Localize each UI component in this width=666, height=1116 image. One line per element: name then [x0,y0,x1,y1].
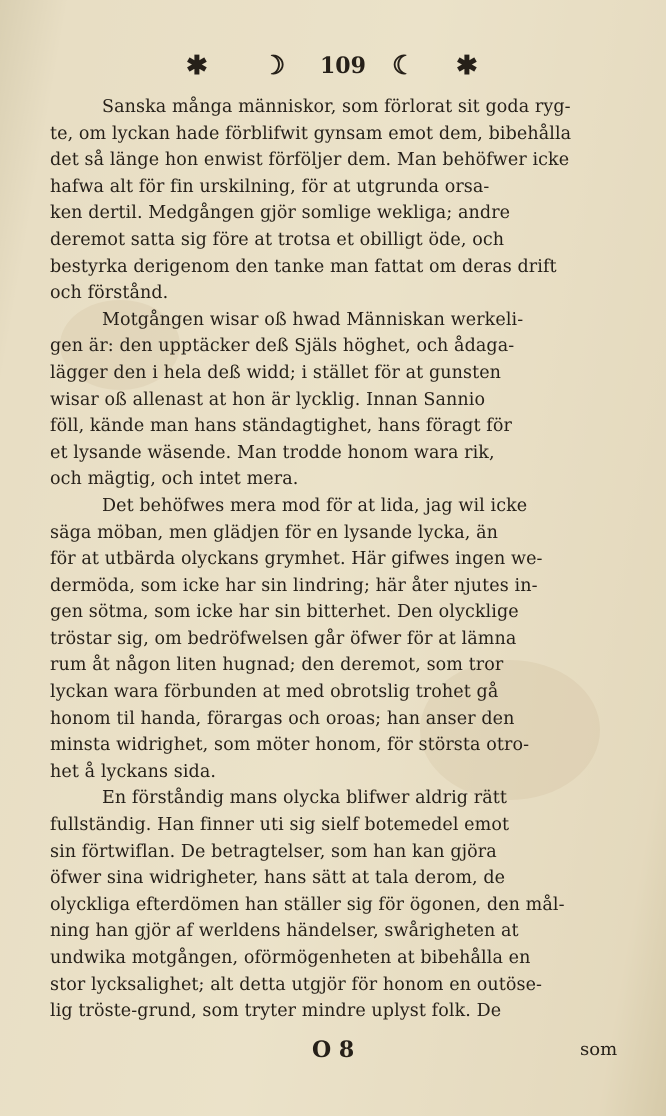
text-line: öfwer sina widrigheter, hans sätt at tala derom, de [50,868,506,889]
text-line: deremot satta sig före at trotsa et obilligt öde, och [50,229,505,250]
text-line: fullständig. Han finner uti sig sielf botemedel emot [50,815,510,836]
star-ornament-icon: ✱ [456,51,478,81]
catchword: som [580,1039,618,1060]
text-line: för at utbärda olyckans grymhet. Här gifwes ingen we- [50,549,543,570]
text-line: det så länge hon enwist förföljer dem. Man behöfwer icke [50,150,570,171]
page-header [0,46,666,86]
text-line: sin förtwiflan. De betragtelser, som han kan gjöra [50,841,497,862]
text-line: tröstar sig, om bedröfwelsen går öfwer för at lämna [50,628,517,649]
text-line: En förståndig mans olycka blifwer aldrig rätt [102,788,507,809]
text-line: olyckliga efterdömen han ställer sig för ögonen, den mål- [50,894,565,915]
text-line: och mägtig, och intet mera. [50,469,299,490]
text-line: säga möban, men glädjen för en lysande lycka, än [50,522,498,543]
page-footer [0,1030,666,1070]
text-line: ken dertil. Medgången gjör somlige wekliga; andre [50,203,511,224]
crescent-moon-icon: ☾ [392,51,416,81]
page-number: 109 [320,53,366,79]
text-line: gen sötma, som icke har sin bitterhet. Den olycklige [50,602,519,623]
text-line: Motgången wisar oß hwad Människan werkeli- [102,309,524,330]
text-line: Det behöfwes mera mod för at lida, jag wil icke [102,495,528,516]
text-line: et lysande wäsende. Man trodde honom wara rik, [50,442,495,463]
text-line: lyckan wara förbunden at med obrotslig trohet gå [50,682,499,703]
text-line: gen är: den upptäcker deß Själs höghet, och ådaga- [50,336,515,357]
text-line: lig tröste-grund, som tryter mindre uplyst folk. De [50,1001,502,1022]
text-line: Sanska många människor, som förlorat sit goda ryg- [102,97,571,117]
text-line: bestyrka derigenom den tanke man fattat om deras drift [50,256,557,277]
text-line: hafwa alt för fin urskilning, för at utgrunda orsa- [50,176,490,197]
crescent-moon-icon: ☽ [262,51,286,81]
text-line: te, om lyckan hade förblifwit gynsam emot dem, bibehålla [50,123,572,144]
text-line: föll, kände man hans ständagtighet, hans föragt för [50,416,512,437]
text-line: honom til handa, förargas och oroas; han anser den [50,708,515,729]
text-line: wisar oß allenast at hon är lycklig. Innan Sannio [50,389,486,410]
text-line: dermöda, som icke har sin lindring; här åter njutes in- [50,575,538,596]
text-line: lägger den i hela deß widd; i stället för at gunsten [50,362,502,383]
text-line: het å lyckans sida. [50,761,217,782]
text-line: och förstånd. [50,283,169,304]
text-line: rum åt någon liten hugnad; den deremot, som tror [50,655,504,676]
text-line: minsta widrighet, som möter honom, för största otro- [50,735,530,756]
star-ornament-icon: ✱ [186,51,208,81]
text-line: undwika motgången, oförmögenheten at bibehålla en [50,948,531,968]
body-text [50,94,622,1025]
text-line: ning han gjör af werldens händelser, swårigheten at [50,921,519,942]
text-line: stor lycksalighet; alt detta utgjör för honom en outöse- [50,974,543,995]
signature-mark: O 8 [312,1037,355,1063]
